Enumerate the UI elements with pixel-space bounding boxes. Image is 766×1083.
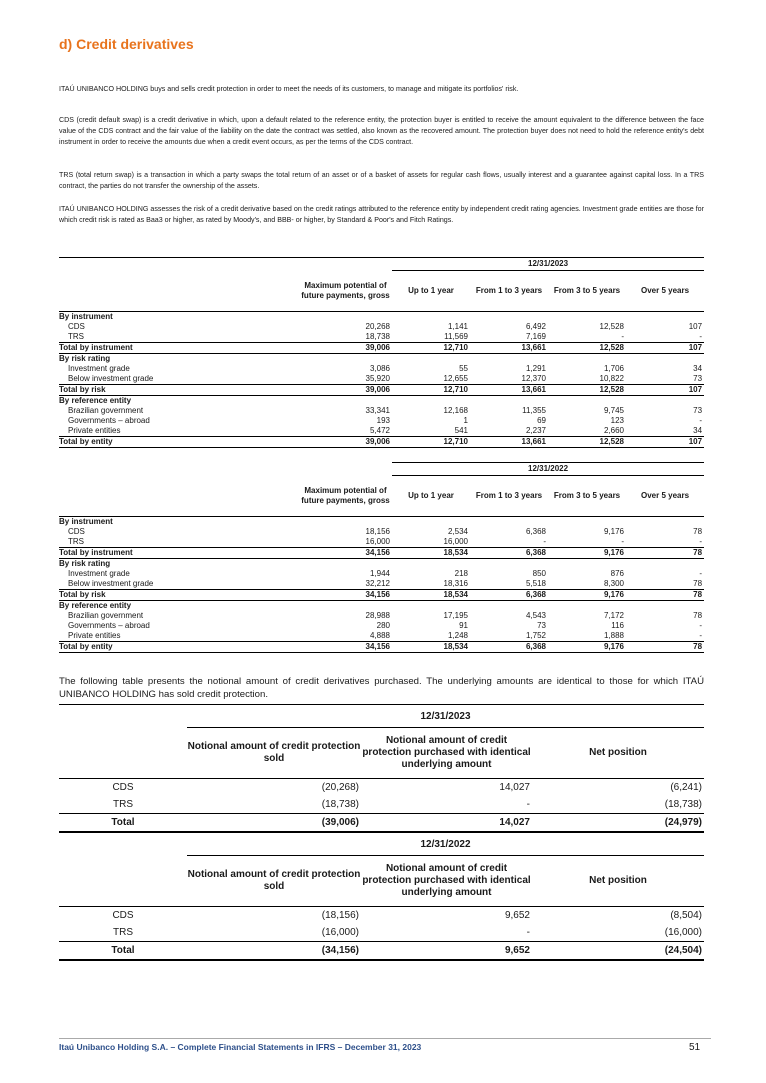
table-row: Below investment grade 35,920 12,655 12,370 10,822 73 [68, 374, 703, 383]
table-row: CDS (18,156) 9,652 (8,504) [112, 910, 702, 921]
col-header-3-to-5-years: From 3 to 5 years [553, 491, 621, 500]
total-row: Total (34,156) 9,652 (24,504) [59, 942, 704, 961]
page-number: 51 [689, 1042, 701, 1053]
section-by-risk-rating: By risk rating [59, 354, 111, 363]
table-row: CDS 20,268 1,141 6,492 12,528 107 [68, 322, 703, 331]
table-row: Investment grade 1,944 218 850 876 - [68, 569, 703, 578]
table-row: TRS (16,000) - (16,000) [113, 927, 702, 938]
section-by-reference-entity: By reference entity [59, 396, 132, 405]
maturity-table-2023 [59, 257, 704, 448]
cds-paragraph: CDS (credit default swap) is a credit derivative in which, upon a default related to the reference entity, the protection buyer is entitled to receive the amount equivalent to the difference between the face value of the CDS contract and the fair value of the liability on the date the contract was settled, also known as the recovered amount. The protection buyer does not need to hold the reference entity's debt instrument in order to receive the amounts due when a credit event occurs, as per the terms of the CDS contract. [59, 116, 704, 146]
col-header-max-potential: Maximum potential of future payments, gross [301, 485, 390, 505]
col-header-up-to-1-year: Up to 1 year [408, 286, 454, 295]
table-caption: 12/31/2022 [187, 833, 704, 856]
table-row: CDS 18,156 2,534 6,368 9,176 78 [68, 527, 703, 536]
intro-paragraph: ITAÚ UNIBANCO HOLDING buys and sells credit protection in order to meet the needs of its customers, to manage and mitigate its portfolios' risk. [59, 85, 519, 93]
col-header-purchased: Notional amount of credit protection purchased with identical underlying amount [362, 735, 531, 770]
total-row: Total by instrument 34,156 18,534 6,368 9,176 78 [59, 548, 703, 557]
table-row: CDS (20,268) 14,027 (6,241) [112, 782, 702, 793]
table-row: Brazilian government 28,988 17,195 4,543 7,172 78 [68, 611, 703, 620]
trs-paragraph: TRS (total return swap) is a transaction in which a party swaps the total return of an asset or of a basket of assets for regular cash flows, usually interest and a guarantee against capital loss. In a TRS contract, the parties do not transfer the ownership of the assets. [59, 171, 704, 190]
section-by-instrument: By instrument [59, 312, 113, 321]
table-row: Private entities 4,888 1,248 1,752 1,888 - [68, 631, 703, 640]
table-caption: 12/31/2023 [392, 258, 704, 271]
risk-paragraph: ITAÚ UNIBANCO HOLDING assesses the risk of a credit derivative based on the credit ratings attributed to the reference entity by independent credit rating agencies. Investment grade entities are those for which credit risk is rated as Baa3 or higher, as rated by Moody's, and BBB- or higher, by Standard & Poor's and Fitch Ratings. [59, 205, 704, 224]
table-row: TRS 16,000 16,000 - - - [68, 537, 703, 546]
col-header-up-to-1-year: Up to 1 year [408, 491, 454, 500]
notional-paragraph: The following table presents the notional amount of credit derivatives purchased. The underlying amounts are identical to those for which ITAÚ UNIBANCO HOLDING has sold credit protection. [59, 676, 704, 700]
section-by-instrument: By instrument [59, 517, 113, 526]
col-header-over-5-years: Over 5 years [641, 491, 690, 500]
total-row: Total by risk 39,006 12,710 13,661 12,528 107 [59, 385, 703, 394]
col-header-net-position: Net position [589, 747, 647, 758]
section-by-risk-rating: By risk rating [59, 559, 111, 568]
col-header-3-to-5-years: From 3 to 5 years [553, 286, 621, 295]
table-row: Governments – abroad 193 1 69 123 - [68, 416, 703, 425]
table-row: TRS (18,738) - (18,738) [113, 799, 702, 810]
col-header-purchased: Notional amount of credit protection purchased with identical underlying amount [362, 863, 531, 898]
table-caption: 12/31/2022 [392, 463, 704, 476]
total-row: Total (39,006) 14,027 (24,979) [59, 814, 704, 833]
col-header-net-position: Net position [589, 875, 647, 886]
table-caption: 12/31/2023 [187, 705, 704, 728]
col-header-sold: Notional amount of credit protection sold [187, 869, 361, 892]
col-header-1-to-3-years: From 1 to 3 years [475, 286, 543, 295]
footer-divider [59, 1038, 711, 1039]
col-header-sold: Notional amount of credit protection sold [187, 741, 361, 764]
total-row: Total by instrument 39,006 12,710 13,661 12,528 107 [59, 343, 703, 352]
col-header-max-potential: Maximum potential of future payments, gross [301, 280, 390, 300]
total-row: Total by entity 39,006 12,710 13,661 12,528 107 [59, 437, 703, 446]
table-row: Governments – abroad 280 91 73 116 - [68, 621, 703, 630]
notional-table-2022 [59, 832, 704, 961]
total-row: Total by risk 34,156 18,534 6,368 9,176 78 [59, 590, 703, 599]
col-header-1-to-3-years: From 1 to 3 years [475, 491, 543, 500]
table-row: Below investment grade 32,212 18,316 5,518 8,300 78 [68, 579, 703, 588]
col-header-over-5-years: Over 5 years [641, 286, 690, 295]
footer-text: Itaú Unibanco Holding S.A. – Complete Financial Statements in IFRS – December 31, 2023 [59, 1042, 422, 1052]
table-row: Investment grade 3,086 55 1,291 1,706 34 [68, 364, 703, 373]
total-row: Total by entity 34,156 18,534 6,368 9,176 78 [59, 642, 703, 651]
maturity-table-2022 [59, 462, 704, 653]
section-title: d) Credit derivatives [59, 36, 194, 52]
table-row: Brazilian government 33,341 12,168 11,355 9,745 73 [68, 406, 703, 415]
section-by-reference-entity: By reference entity [59, 601, 132, 610]
table-row: TRS 18,738 11,569 7,169 - - [68, 332, 703, 341]
table-row: Private entities 5,472 541 2,237 2,660 34 [68, 426, 703, 435]
notional-table-2023 [59, 704, 704, 833]
